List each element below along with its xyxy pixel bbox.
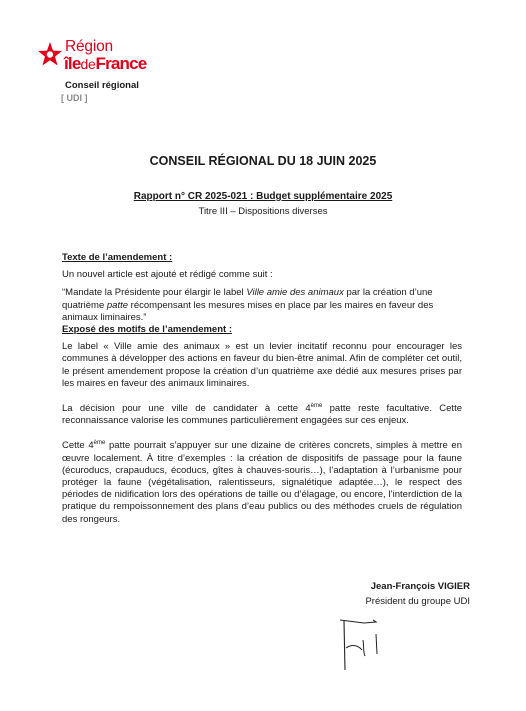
page-title: CONSEIL RÉGIONAL DU 18 JUIN 2025: [149, 154, 377, 168]
group-label: [ UDI ]: [61, 93, 88, 103]
logo-region-text: Région: [65, 38, 113, 55]
amendement-heading: Texte de l’amendement :: [62, 252, 173, 263]
expose-paragraph-2: La décision pour une ville de candidater à cette 4ème patte reste facultative. Cette reconnaissance valorise les communes particulièrement engagées sur ces enjeux.: [62, 403, 462, 427]
expose-paragraph-3: Cette 4ème patte pourrait s’appuyer sur une dizaine de critères concrets, simples à mettre en œuvre localement. À titre d’exemples : la création de dispositifs de passage pour la faune (écuroducs, crapauducs, écoducs, gîtes à chauves-souris…), l’adaptation à l’urbanisme pour protéger la faune (végétalisation, ralentisseurs, signalétique adaptée…), le respect des périodes de nidification lors des opérations de taille ou d’élagage, ou encore, l’interdiction de la pratique du rempoissonnement des plans d’eau publics ou des méthodes cruels de régulation des rongeurs.: [62, 440, 462, 525]
logo-idf-text: îledeFrance: [64, 54, 147, 73]
signatory-name: Jean-François VIGIER: [370, 581, 470, 592]
expose-paragraph-1: Le label « Ville amie des animaux » est un levier incitatif reconnu pour encourager les communes à développer des actions en faveur du bien-être animal. Afin de compléter cet outil, le présent amendement propose la création d’un quatrième axe dédié aux mesures prises par les maires en faveur des animaux liminaires.: [62, 341, 462, 389]
titre-subtitle: Titre III – Dispositions diverses: [198, 206, 328, 217]
amendement-section: [62, 252, 462, 324]
amendement-quote: “Mandate la Présidente pour élargir le label Ville amie des animaux par la création d’une quatrième patte récompensant les mesures mises en place par les maires en faveur des animaux liminaires.”: [62, 287, 434, 323]
region-logo: [38, 38, 163, 74]
signatory-role: Président du groupe UDI: [365, 596, 470, 607]
rapport-title: Rapport n° CR 2025-021 : Budget supplémentaire 2025: [133, 191, 393, 202]
expose-heading: Exposé des motifs de l’amendement :: [62, 324, 232, 335]
handwritten-signature: [336, 614, 396, 674]
conseil-label: Conseil régional: [65, 80, 139, 91]
amendement-intro: Un nouvel article est ajouté et rédigé comme suit :: [62, 269, 273, 281]
star-logo-icon: [38, 42, 62, 66]
expose-section: [62, 324, 462, 526]
